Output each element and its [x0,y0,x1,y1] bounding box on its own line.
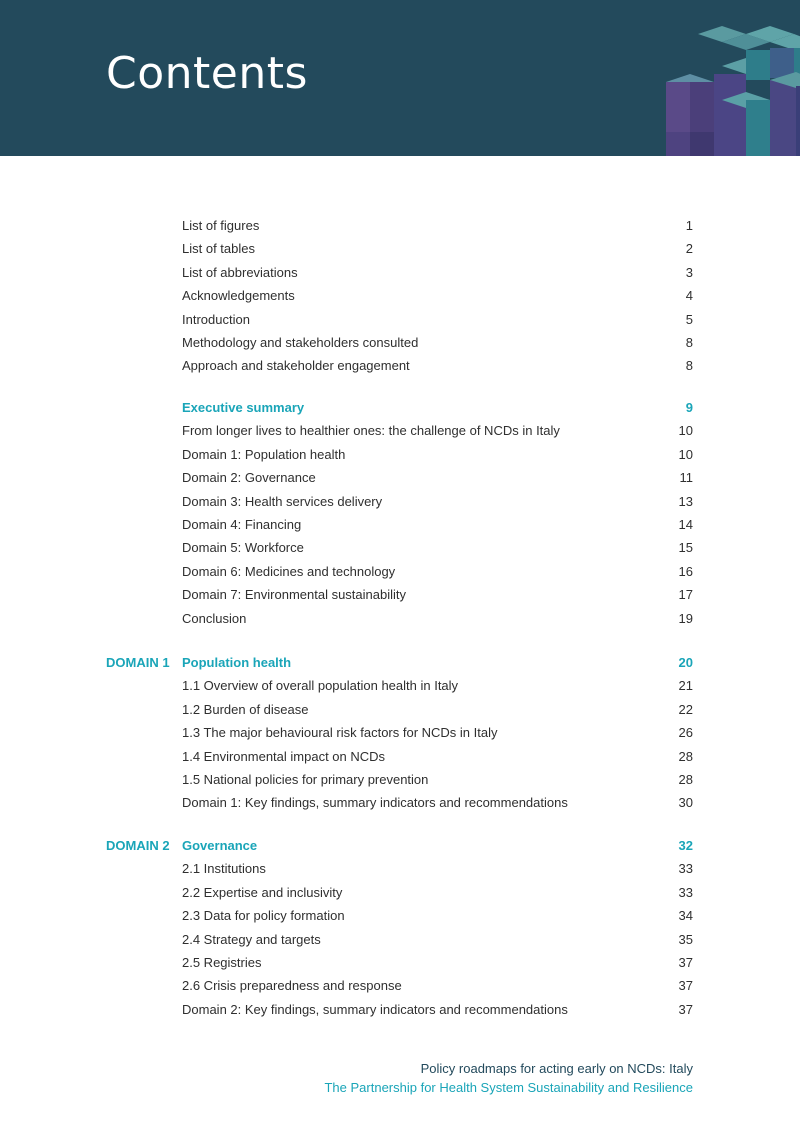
cross-cubes-graphic [660,26,800,156]
toc-entry[interactable] [0,216,800,236]
toc-entry-label: Domain 7: Environmental sustainability [182,587,406,603]
toc-entry-label: 2.1 Institutions [182,861,266,877]
toc-entry[interactable] [0,286,800,306]
toc-entry-label: Conclusion [182,610,247,626]
toc-entry-page-number: 15 [678,540,693,556]
toc-entry-label: 2.2 Expertise and inclusivity [182,884,343,900]
toc-entry-label: 1.5 National policies for primary prevention [182,772,429,787]
page-title: Contents [106,48,308,99]
toc-entry[interactable] [0,859,800,879]
toc-entry-page-number: 20 [678,655,693,670]
toc-entry-page-number: 16 [678,563,693,579]
toc-entry-label: List of abbreviations [182,264,298,280]
toc-entry-label: Governance [182,838,258,853]
toc-entry-page-number: 14 [678,517,693,532]
toc-entry-page-number: 9 [685,400,693,415]
toc-entry[interactable] [0,609,800,629]
toc-entry-page-number: 5 [685,311,693,327]
page-footer [324,1059,693,1097]
toc-entry[interactable] [0,515,800,535]
toc-entry-page-number: 2 [685,241,693,257]
toc-entry[interactable] [0,585,800,605]
toc-entry-label: Domain 1: Key findings, summary indicators and recommendations [182,795,568,811]
toc-entry-label: Introduction [182,311,250,327]
toc-entry[interactable] [0,239,800,259]
toc-entry[interactable] [0,723,800,743]
toc-entry-label: List of tables [182,241,255,257]
toc-entry-label: From longer lives to healthier ones: the challenge of NCDs in Italy [182,423,560,439]
toc-entry-page-number: 22 [678,701,693,717]
toc-entry-label: 2.6 Crisis preparedness and response [182,978,402,994]
toc-entry-label: Executive summary [182,400,305,415]
toc-entry-label: Approach and stakeholder engagement [182,358,410,374]
toc-entry-page-number: 19 [678,610,693,626]
toc-entry-label: 1.2 Burden of disease [182,701,309,717]
toc-entry-page-number: 13 [678,493,693,509]
toc-entry-label: Domain 4: Financing [182,517,302,532]
footer-report-title: Policy roadmaps for acting early on NCDs: Italy [420,1061,693,1076]
toc-entry-label: List of figures [182,218,260,233]
toc-entry[interactable] [0,1000,800,1020]
toc-entry-page-number: 32 [678,838,693,853]
toc-entry-label: Methodology and stakeholders consulted [182,335,419,350]
page-header [0,0,800,156]
toc-entry-page-number: 17 [678,587,693,603]
toc-section-heading[interactable] [0,653,800,673]
toc-domain-tag: DOMAIN 2 [106,838,170,853]
toc-entry[interactable] [0,883,800,903]
toc-entry[interactable] [0,676,800,696]
toc-entry-page-number: 10 [678,446,693,462]
toc-entry-label: Domain 5: Workforce [182,540,304,556]
toc-entry-page-number: 33 [678,861,693,877]
toc-entry[interactable] [0,906,800,926]
toc-section-heading[interactable] [0,398,800,418]
toc-entry-page-number: 37 [678,978,693,994]
toc-entry-page-number: 3 [685,264,693,280]
toc-entry-label: 2.4 Strategy and targets [182,931,321,947]
toc-entry-page-number: 30 [678,795,693,811]
toc-entry-label: Domain 2: Key findings, summary indicators and recommendations [182,1001,568,1017]
footer-partnership-name: The Partnership for Health System Sustainability and Resilience [324,1080,693,1095]
toc-entry[interactable] [0,538,800,558]
toc-entry[interactable] [0,492,800,512]
toc-entry[interactable] [0,930,800,950]
toc-entry[interactable] [0,700,800,720]
toc-entry-page-number: 21 [678,678,693,694]
toc-entry-page-number: 8 [685,358,693,374]
toc-entry-page-number: 35 [678,931,693,947]
toc-entry-label: Domain 3: Health services delivery [182,493,383,509]
toc-entry-page-number: 4 [685,288,693,304]
toc-entry[interactable] [0,562,800,582]
toc-entry[interactable] [0,468,800,488]
toc-entry[interactable] [0,421,800,441]
toc-entry-label: Acknowledgements [182,288,295,304]
toc-entry-page-number: 34 [678,908,693,924]
toc-entry[interactable] [0,356,800,376]
toc-entry-label: 1.1 Overview of overall population health in Italy [182,678,459,694]
toc-entry-label: 1.3 The major behavioural risk factors for NCDs in Italy [182,725,498,741]
toc-section-heading[interactable] [0,836,800,856]
toc-entry-label: Domain 2: Governance [182,470,316,486]
toc-entry-label: 2.5 Registries [182,955,262,970]
toc-entry-page-number: 37 [678,955,693,970]
toc-entry-page-number: 28 [678,748,693,764]
toc-entry-page-number: 10 [678,423,693,439]
toc-entry-label: Domain 6: Medicines and technology [182,563,396,579]
toc-entry-label: Population health [182,655,292,670]
toc-entry[interactable] [0,976,800,996]
toc-entry[interactable] [0,793,800,813]
toc-entry-page-number: 26 [678,725,693,741]
toc-entry-page-number: 1 [685,218,693,233]
toc-entry[interactable] [0,263,800,283]
toc-entry-label: 2.3 Data for policy formation [182,908,345,924]
toc-entry-page-number: 33 [678,884,693,900]
toc-entry[interactable] [0,333,800,353]
toc-entry[interactable] [0,953,800,973]
toc-entry-label: Domain 1: Population health [182,446,346,462]
toc-entry[interactable] [0,770,800,790]
toc-entry-page-number: 37 [678,1001,693,1017]
toc-entry-page-number: 8 [685,335,693,350]
toc-entry[interactable] [0,310,800,330]
toc-entry-label: 1.4 Environmental impact on NCDs [182,748,386,764]
toc-entry-page-number: 11 [679,470,693,486]
toc-domain-tag: DOMAIN 1 [106,655,170,670]
toc-entry[interactable] [0,445,800,465]
toc-entry-page-number: 28 [678,772,693,787]
toc-entry[interactable] [0,747,800,767]
